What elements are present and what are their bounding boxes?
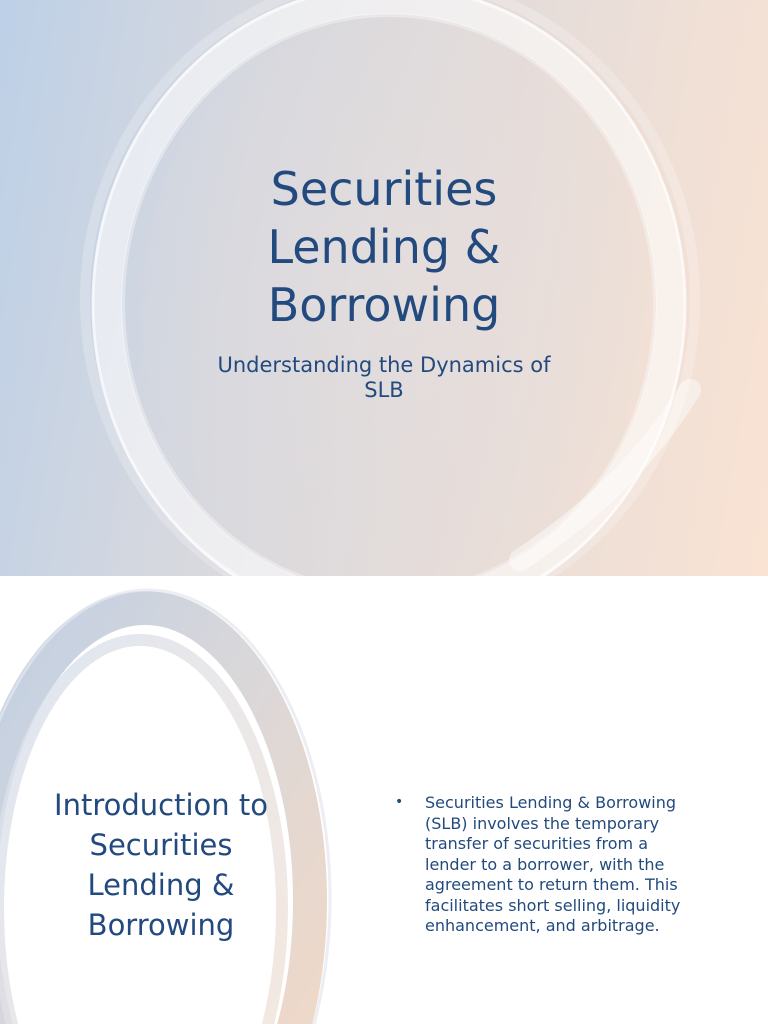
slide-title: Securities Lending & Borrowing xyxy=(267,162,501,332)
bullet-text: Securities Lending & Borrowing (SLB) involves the temporary transfer of securities from a lender to a borrower, with the agreement to return them. This facilitates short selling, liquidity enhancement, and arbitrage. xyxy=(425,793,681,935)
slide-heading: Introduction to Securities Lending & Borrowing xyxy=(54,788,268,942)
bullet-list xyxy=(395,793,700,937)
bullet-icon: • xyxy=(395,794,404,810)
slide-subtitle: Understanding the Dynamics of SLB xyxy=(217,353,551,402)
intro-slide xyxy=(0,576,768,1024)
list-item xyxy=(395,793,700,937)
